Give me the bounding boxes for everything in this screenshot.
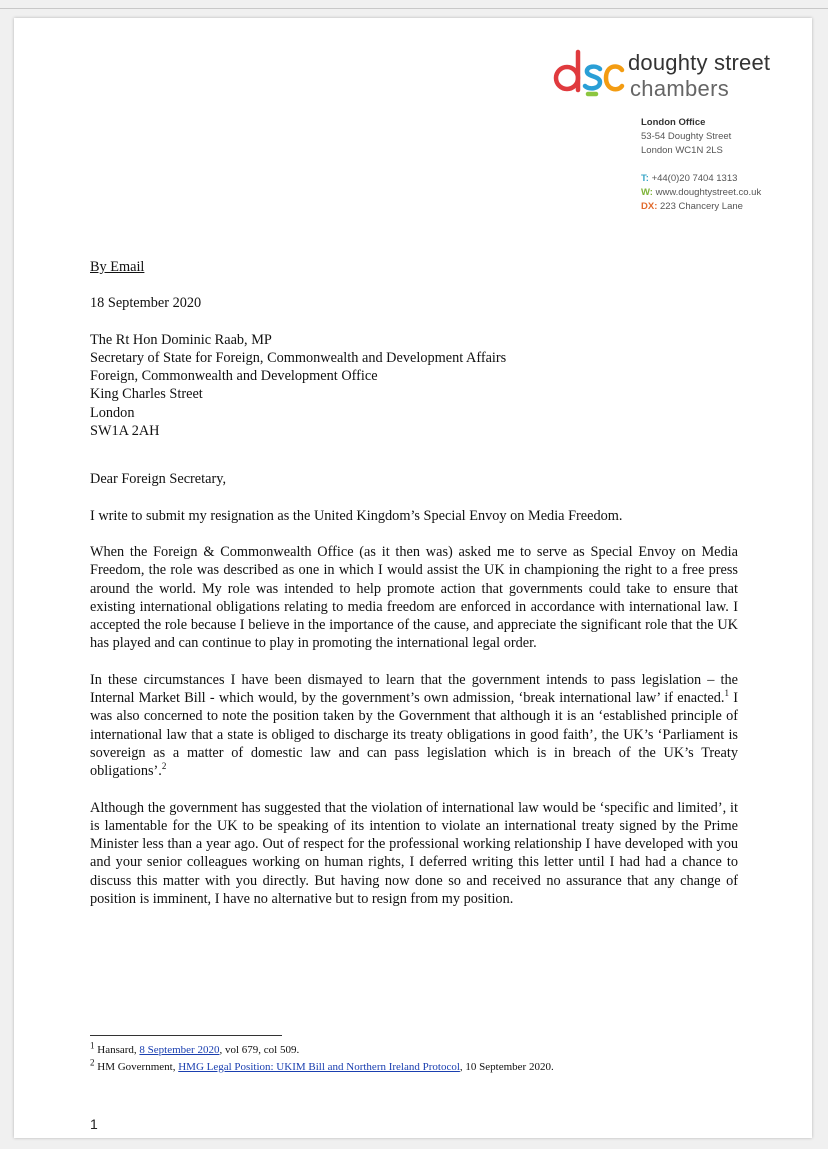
address-line: 53-54 Doughty Street (641, 131, 732, 142)
viewer-top-bar (0, 0, 828, 9)
dsc-logo-icon (552, 42, 626, 102)
website-line (641, 186, 761, 200)
footnote-ref: 1 (724, 688, 729, 699)
footnote-text: , vol 679, col 509. (219, 1044, 300, 1056)
recipient-line: Foreign, Commonwealth and Development Office (90, 368, 378, 385)
delivery-method: By Email (90, 259, 145, 275)
footnote-divider (90, 1035, 282, 1036)
telephone-line (641, 172, 761, 186)
dx-label: DX: (641, 201, 658, 212)
salutation: Dear Foreign Secretary, (90, 471, 227, 488)
website-label: W: (641, 187, 653, 198)
footnote-text: , 10 September 2020. (459, 1061, 554, 1073)
recipient-line: Secretary of State for Foreign, Commonwealth and Development Affairs (90, 349, 507, 366)
brand-name-line1: doughty street (628, 50, 771, 75)
brand-name-line2: chambers (630, 76, 729, 101)
footnote-ref: 2 (161, 761, 167, 772)
telephone-label: T: (641, 173, 649, 184)
dx-value: 223 Chancery Lane (660, 201, 743, 212)
paragraph-resignation: I write to submit my resignation as the United Kingdom’s Special Envoy on Media Freedom. (90, 507, 623, 524)
address-line: London WC1N 2LS (641, 145, 723, 156)
dx-line (641, 200, 761, 214)
recipient-line: King Charles Street (90, 386, 203, 403)
paragraph-conclusion: Although the government has suggested that the violation of international law would be ‘specific and limited’, it is lamentable for the UK to be speaking of its intention to violate an international treaty signed by the Prime Minister less than a year ago. Out of respect for the professional working relationship I have developed with you and your senior colleagues working on human rights, I deferred writing this letter until I had had a chance to discuss this matter with you directly. But having now done so and received no assurance that any change of position is imminent, I have no alternative but to resign from my position. (90, 799, 738, 908)
footnote-text: HM Government, (94, 1061, 179, 1073)
letter-page (14, 18, 812, 1138)
chambers-logo (552, 42, 802, 102)
footnote-link[interactable]: HMG Legal Position: UKIM Bill and Northern Ireland Protocol (178, 1061, 460, 1073)
recipient-line: London (90, 404, 135, 421)
website-url: www.doughtystreet.co.uk (655, 187, 762, 198)
footnote-text: Hansard, (94, 1044, 140, 1056)
recipient-line: The Rt Hon Dominic Raab, MP (90, 331, 272, 348)
footnotes (90, 1042, 750, 1076)
paragraph-text: I was also concerned to note the position taken by the Government that although it is an ‘established principle of international law that a state is obliged to discharge its treaty obligations in good faith’, the UK’s ‘Parliament is sovereign as a matter of domestic law and can pass legislation which is in breach of the UK’s Treaty obligations’. (90, 690, 738, 780)
paragraph-text: In these circumstances I have been dismayed to learn that the government intends to pass legislation – the Internal Market Bill - which would, by the government’s own admission, ‘break international law’ if enacted. (90, 671, 738, 707)
recipient-address (90, 331, 738, 441)
footnote-number: 1 (90, 1040, 95, 1051)
paragraph-role: When the Foreign & Commonwealth Office (as it then was) asked me to serve as Special Envoy on Media Freedom, the role was described as one in which I would assist the UK in championing the right to a free press around the world. My role was intended to help promote action that governments could take to ensure that existing international obligations relating to media freedom are enforced in accordance with international law. I accepted the role because I believe in the importance of the cause, and appreciate the significant role that the UK has played and can continue to play in promoting the international legal order. (90, 543, 738, 652)
footnote (90, 1059, 750, 1076)
telephone-number: +44(0)20 7404 1313 (651, 173, 738, 184)
page-number: 1 (90, 1116, 98, 1132)
footnote (90, 1042, 750, 1059)
office-title: London Office (641, 117, 706, 128)
footnote-number: 2 (90, 1057, 95, 1068)
letter-body (90, 258, 738, 908)
recipient-line: SW1A 2AH (90, 423, 160, 440)
paragraph-internal-market-bill (90, 671, 738, 781)
letter-date: 18 September 2020 (90, 295, 202, 312)
office-address-block (641, 116, 761, 214)
footnote-link[interactable]: 8 September 2020 (139, 1044, 220, 1056)
